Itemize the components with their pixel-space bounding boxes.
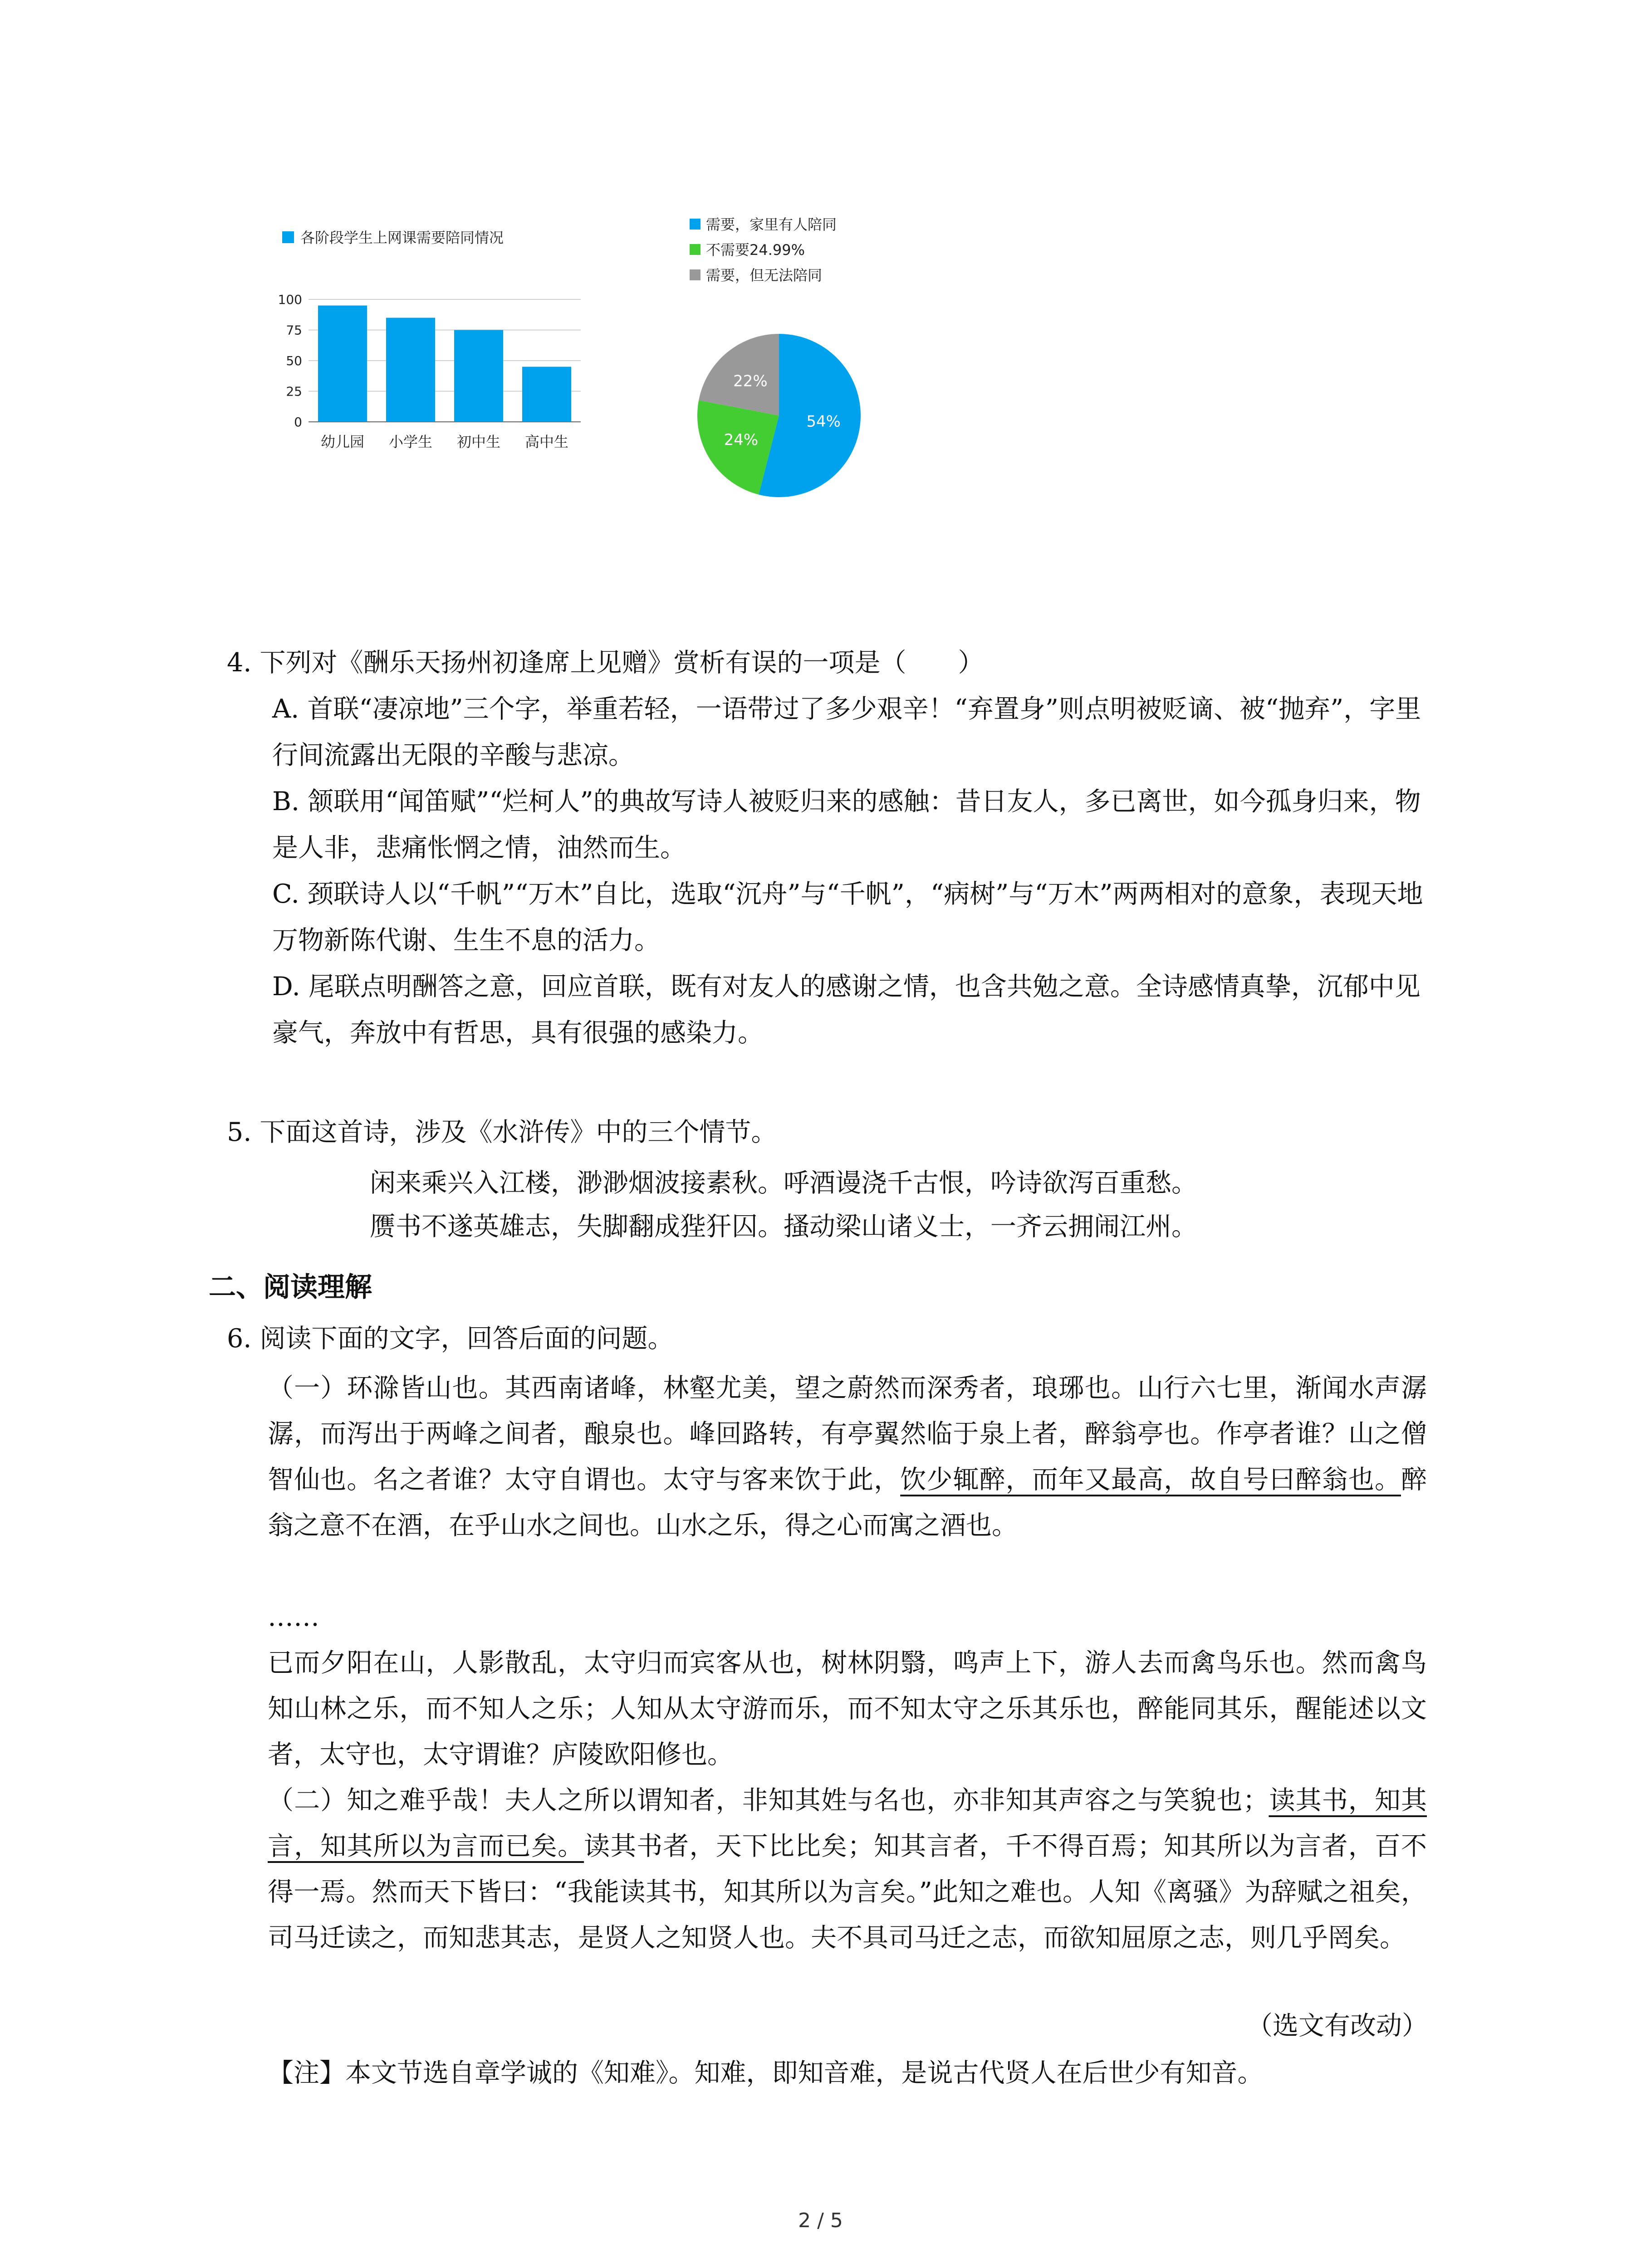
pie-legend-label-3: 需要，但无法陪同	[706, 267, 823, 284]
x-tick-label: 初中生	[456, 433, 501, 450]
bar-chart-title: 各阶段学生上网课需要陪同情况	[300, 229, 504, 246]
q4-stem: 4. 下列对《酬乐天扬州初逢席上见赠》赏析有误的一项是（ ）	[227, 648, 984, 678]
bar	[454, 330, 503, 422]
bar-legend-swatch	[282, 231, 294, 243]
q6-passage-1-underlined: 饮少辄醉，而年又最高，故自号曰醉翁也。	[900, 1465, 1401, 1495]
x-tick-label: 小学生	[388, 433, 433, 450]
pie-slice-label: 22%	[733, 372, 768, 391]
bar	[318, 306, 367, 422]
pie-slice-label: 24%	[724, 431, 759, 450]
q6-passage-3-text-b: 读其书者，天下比比矣；知其言者，千不得百焉；知其所以为言者，百不得一焉。然而天下皆曰：“我能读其书，知其所以为言矣。”此知之难也。人知《离骚》为辞赋之祖矣，司马迁读之，而知悲其志，是贤人之知贤人也。夫不具司马迁之志，而欲知屈原之志，则几乎罔矣。	[268, 1831, 1427, 1953]
q6-passage-1	[268, 1365, 1427, 1549]
pie-slice-label: 54%	[806, 412, 841, 431]
y-tick-label: 100	[278, 292, 302, 307]
q6-passage-3	[268, 1778, 1427, 1961]
q4-option-a: A. 首联“凄凉地”三个字，举重若轻，一语带过了多少艰辛！“弃置身”则点明被贬谪、被“抛弃”，字里行间流露出无限的辛酸与悲凉。	[272, 694, 1421, 770]
section-title: 二、阅读理解	[209, 1271, 372, 1303]
q5-poem-line-2: 赝书不遂英雄志，失脚翻成狴犴囚。搔动梁山诸义士，一齐云拥闹江州。	[370, 1212, 1197, 1242]
bar-chart-svg	[272, 218, 599, 472]
y-tick-label: 25	[286, 384, 302, 399]
q5-poem-line-1: 闲来乘兴入江楼，渺渺烟波接素秋。呼酒谩浇千古恨，吟诗欲泻百重愁。	[370, 1168, 1197, 1198]
annotation-note: 【注】本文节选自章学诚的《知难》。知难，即知音难，是说古代贤人在后世少有知音。	[268, 2058, 1264, 2088]
y-tick-label: 75	[286, 323, 302, 338]
q6-stem: 6. 阅读下面的文字，回答后面的问题。	[227, 1324, 674, 1354]
q6-passage-3-underlined: 读其书，知其言，知其所以为言而已矣。	[268, 1785, 1427, 1861]
bar	[386, 318, 435, 422]
pie-chart	[690, 209, 944, 526]
q6-passage-1-text-b: 醉翁之意不在酒，在乎山水之间也。山水之乐，得之心而寓之酒也。	[268, 1465, 1427, 1540]
bar	[522, 367, 571, 422]
pie-legend-swatch-3	[690, 269, 700, 280]
q6-passage-1-text-a: （一）环滁皆山也。其西南诸峰，林壑尤美，望之蔚然而深秀者，琅琊也。山行六七里，渐闻水声潺潺，而泻出于两峰之间者，酿泉也。峰回路转，有亭翼然临于泉上者，醉翁亭也。作亭者谁？山之僧智仙也。名之者谁？太守自谓也。太守与客来饮于此，	[268, 1373, 1427, 1495]
q6-passage-2: 已而夕阳在山，人影散乱，太守归而宾客从也，树林阴翳，鸣声上下，游人去而禽鸟乐也。然而禽鸟知山林之乐，而不知人之乐；人知从太守游而乐，而不知太守之乐其乐也，醉能同其乐，醒能述以文者，太守也，太守谓谁？庐陵欧阳修也。	[268, 1648, 1427, 1769]
x-tick-label: 幼儿园	[320, 433, 365, 450]
y-tick-label: 50	[286, 353, 302, 368]
pie-legend-label-2: 不需要24.99%	[706, 241, 805, 259]
q4-option-d: D. 尾联点明酬答之意，回应首联，既有对友人的感谢之情，也含共勉之意。全诗感情真挚，沉郁中见豪气，奔放中有哲思，具有很强的感染力。	[272, 972, 1421, 1048]
x-tick-label: 高中生	[524, 433, 569, 450]
page-number: 2 / 5	[798, 2209, 843, 2232]
pie-legend-label-1: 需要，家里有人陪同	[706, 216, 837, 233]
y-tick-label: 0	[294, 415, 302, 430]
bar-chart	[272, 218, 599, 472]
q5-stem: 5. 下面这首诗，涉及《水浒传》中的三个情节。	[227, 1117, 777, 1147]
q6-passage-3-text-a: （二）知之难乎哉！夫人之所以谓知者，非知其姓与名也，亦非知其声容之与笑貌也；	[268, 1785, 1269, 1815]
pie-legend-swatch-2	[690, 244, 700, 255]
q4-option-c: C. 颈联诗人以“千帆”“万木”自比，选取“沉舟”与“千帆”，“病树”与“万木”两两相对的意象，表现天地万物新陈代谢、生生不息的活力。	[272, 879, 1423, 955]
pie-legend-swatch-1	[690, 219, 700, 230]
q6-ellipsis: ……	[268, 1602, 319, 1632]
q4-option-b: B. 颔联用“闻笛赋”“烂柯人”的典故写诗人被贬归来的感触：昔日友人，多已离世，如今孤身归来，物是人非，悲痛怅惘之情，油然而生。	[272, 787, 1421, 863]
source-note: （选文有改动）	[1247, 2011, 1428, 2041]
pie-chart-svg	[690, 209, 944, 526]
